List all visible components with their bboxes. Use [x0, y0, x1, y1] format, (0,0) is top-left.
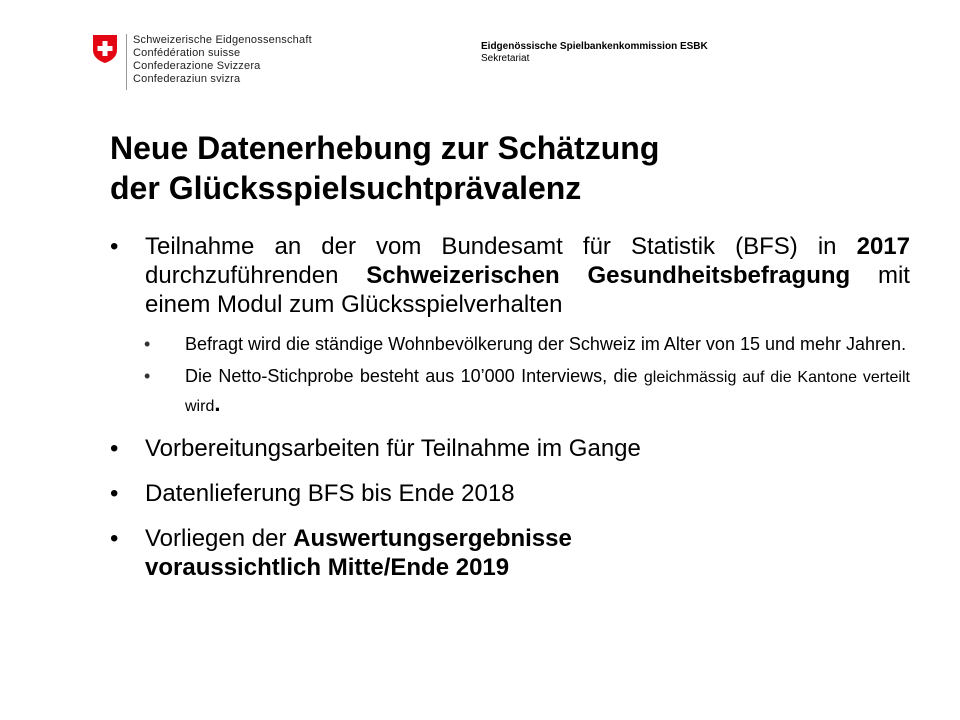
sub-bullet-text: gleichmässig auf die Kantone verteilt wird — [185, 369, 910, 415]
logo-line-it: Confederazione Svizzera — [133, 60, 261, 72]
bullet-bfs-participation — [110, 232, 910, 319]
bullet-preparation — [110, 434, 910, 463]
bullet-results-date: voraussichtlich Mitte/Ende 2019 — [145, 554, 510, 581]
logo-line-rm: Confederaziun svizra — [133, 73, 241, 85]
sub-bullet-population — [110, 333, 910, 355]
confederation-logo — [92, 34, 312, 90]
organization-unit: Sekretariat — [481, 53, 530, 64]
sub-bullet-sample — [110, 363, 910, 420]
swiss-coat-of-arms-icon — [92, 34, 118, 64]
organization-name: Eidgenössische Spielbankenkommission ESBK — [481, 41, 708, 52]
logo-divider — [126, 34, 127, 90]
bullet-survey-name: Schweizerischen Gesundheitsbefragung — [366, 262, 851, 289]
logo-wordmark — [133, 34, 312, 86]
bullet-text: Datenlieferung BFS bis Ende 2018 — [145, 480, 515, 507]
bullet-text: durchzuführenden — [145, 262, 367, 289]
sub-bullet-text: Die Netto-Stichprobe besteht aus 10’000 Interviews, die — [185, 366, 644, 386]
logo-line-fr: Confédération suisse — [133, 47, 241, 59]
bullet-text: mit einem Modul zum Glücksspielverhalten — [145, 262, 910, 318]
bullet-year: 2017 — [856, 233, 910, 260]
bullet-results-highlight: Auswertungsergebnisse — [293, 525, 572, 552]
bullet-results — [110, 524, 910, 582]
bullet-text: Vorliegen der — [145, 525, 294, 552]
title-line-1: Neue Datenerhebung zur Schätzung — [110, 130, 660, 166]
bullet-text: Vorbereitungsarbeiten für Teilnahme im Gange — [145, 435, 641, 462]
bullet-text: Teilnahme an der vom Bundesamt für Statistik (BFS) in — [145, 233, 857, 260]
title-line-2: der Glücksspielsuchtprävalenz — [110, 170, 582, 206]
slide-title — [110, 128, 910, 208]
bullet-data-delivery — [110, 479, 910, 508]
slide-body — [110, 232, 910, 582]
logo-line-de: Schweizerische Eidgenossenschaft — [133, 34, 312, 46]
sub-bullet-text: Befragt wird die ständige Wohnbevölkerung der Schweiz im Alter von 15 und mehr Jahren. — [185, 334, 907, 354]
sub-bullet-period: . — [214, 391, 221, 416]
organization-header — [481, 41, 708, 65]
